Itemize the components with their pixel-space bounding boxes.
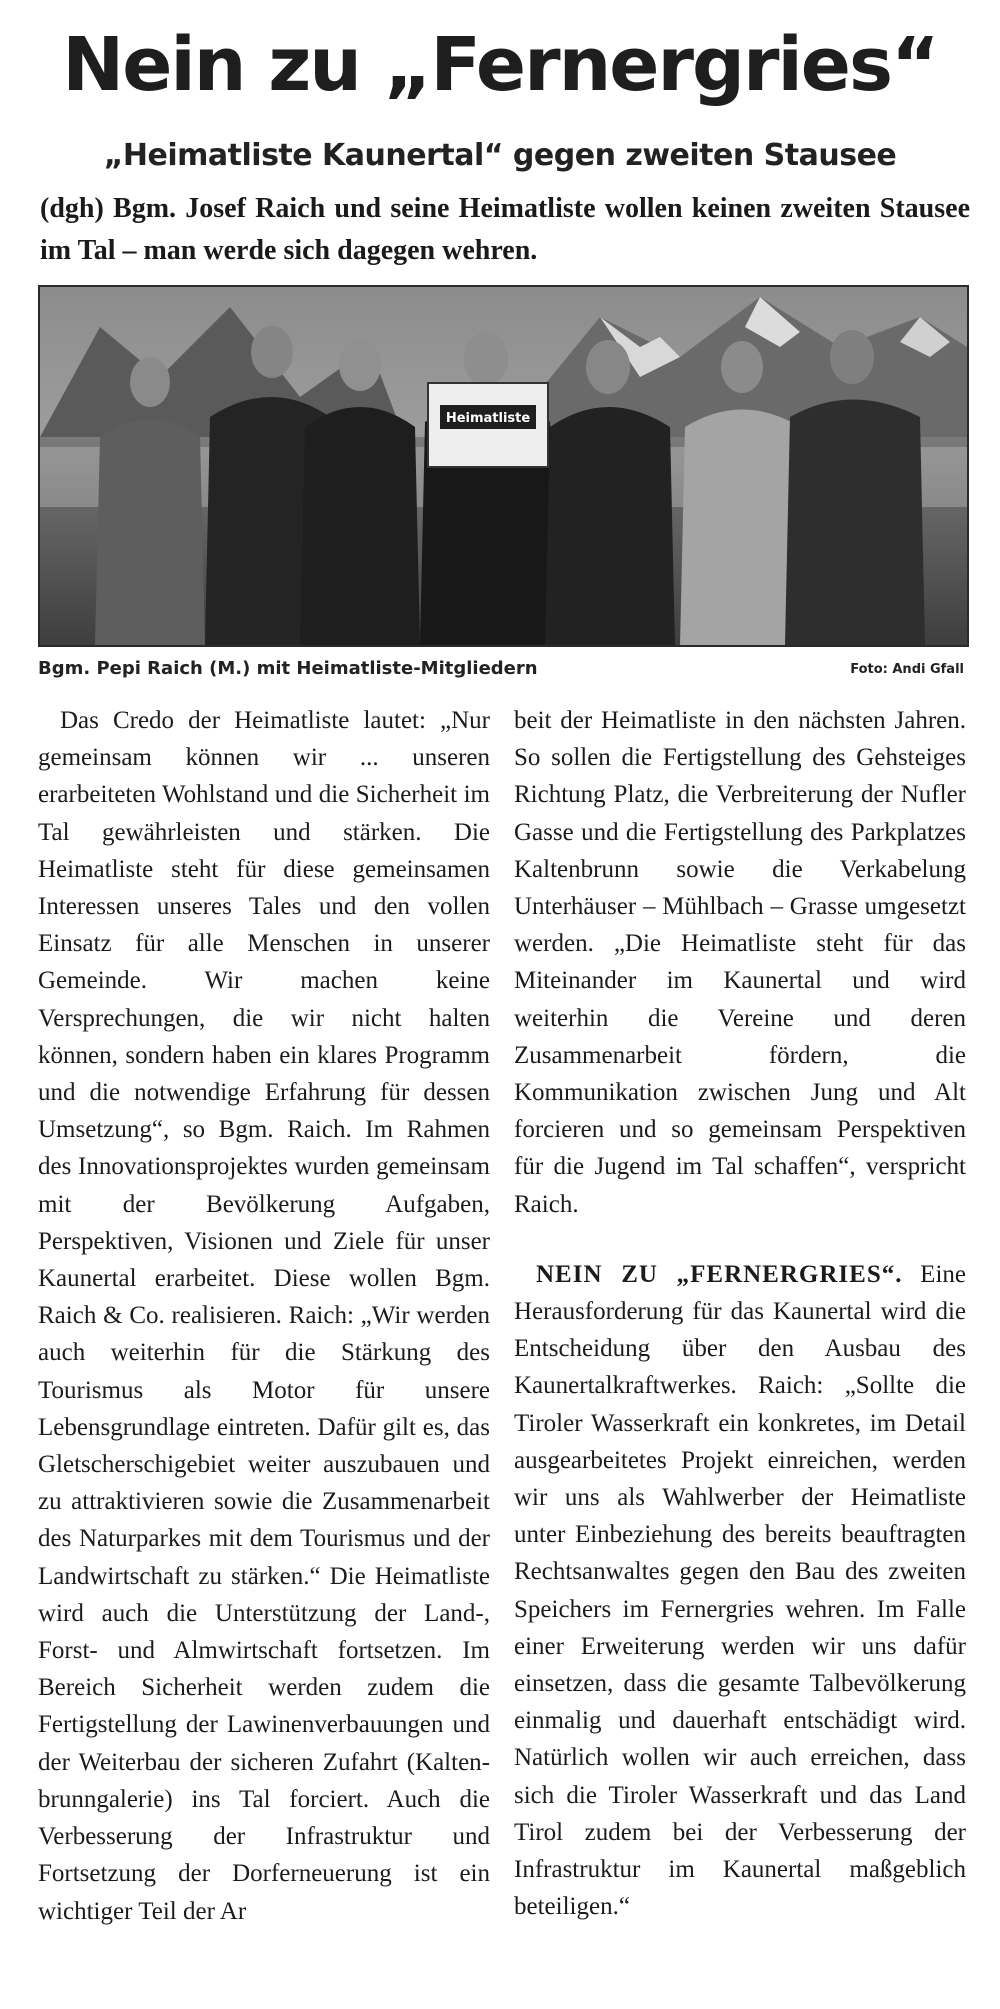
article-column-left	[38, 702, 490, 1930]
article-column-right	[514, 702, 966, 1926]
photo-caption: Bgm. Pepi Raich (M.) mit Heimatliste-Mitgliedern	[38, 658, 538, 679]
section-text: Eine Herausforderung für das Kaunertal wird die Entscheidung über den Ausbau des Kaunertalkraftwerkes. Raich: „Sollte die Tiroler Wasserkraft ein konkretes, im Detail ausgearbeitetes Projekt einreichen, werden wir uns als Wahlwerber der Heimatliste unter Einbeziehung des bereits beauftragten Rechtsanwaltes gegen den Bau des zweiten Speichers im Fernergries wehren. Im Falle einer Erweiterung werden wir uns dafür einsetzen, dass die gesamte Talbevölkerung einmalig und dauerhaft entschädigt wird. Natürlich wollen wir auch erreichen, dass sich die Tiroler Wasserkraft und das Land Tirol zudem bei der Verbesserung der Infrastruktur im Kaunertal maßgeblich beteiligen.“	[514, 1260, 966, 1921]
article-headline: Nein zu „Fernergries“	[62, 22, 938, 108]
sign-text: Heimatliste	[445, 411, 531, 426]
article-subheadline: „Heimatliste Kaunertal“ gegen zweiten Stausee	[103, 138, 897, 173]
group-photo	[38, 285, 969, 647]
photo-credit: Foto: Andi Gfall	[850, 662, 964, 677]
section-paragraph	[514, 1256, 966, 1926]
group-photo-illustration	[40, 287, 967, 645]
section-heading: NEIN ZU „FERNERGRIES“.	[536, 1260, 903, 1288]
column-right-paragraph: beit der Heimatliste in den nächsten Jahren. So sollen die Fertigstellung des Gehsteiges Richtung Platz, die Verbreiterung der Nufler Gasse und die Fertigstellung des Parkplatzes Kaltenbrunn sowie die Verkabelung Unterhäuser – Mühlbach – Grasse umgesetzt werden. „Die Heimatliste steht für das Miteinander im Kaunertal und wird weiterhin die Vereine und deren Zusammenarbeit fördern, die Kommunikation zwischen Jung und Alt forcieren und so gemeinsam Perspektiven für die Jugend im Tal schaffen“, verspricht Raich.	[514, 707, 966, 1218]
article-lead: (dgh) Bgm. Josef Raich und seine Heimatliste wollen keinen zweiten Stausee im Tal – man werde sich dagegen wehren.	[40, 193, 970, 266]
column-left-paragraph: Das Credo der Heimatliste lautet: „Nur gemeinsam können wir ... unseren erarbeiteten Wohlstand und die Sicherheit im Tal gewährleisten und stärken. Die Heimatliste steht für diese gemeinsamen Interessen unseres Tales und den vollen Einsatz für alle Menschen in unserer Gemeinde. Wir machen keine Versprechungen, die wir nicht halten können, sondern haben ein klares Programm und die notwendige Erfahrung für dessen Umsetzung“, so Bgm. Raich. Im Rahmen des Innovationsprojektes wurden gemeinsam mit der Bevölkerung Aufgaben, Perspektiven, Visionen und Ziele für unser Kaunertal erarbeitet. Diese wollen Bgm. Raich & Co. realisieren. Raich: „Wir werden auch weiterhin für die Stärkung des Tourismus als Motor für unsere Lebensgrundlage eintreten. Dafür gilt es, das Gletscherschigebiet weiter auszubauen und zu attraktivieren sowie die Zusammenarbeit des Naturparkes mit dem Tourismus und der Landwirtschaft zu stärken.“ Die Heimatliste wird auch die Unterstützung der Land-, Forst- und Almwirtschaft fortsetzen. Im Bereich Sicherheit werden zudem die Fertigstellung der Lawinenverbauungen und der Weiterbau der sicheren Zufahrt (Kaltenbrunngalerie) ins Tal forciert. Auch die Verbesserung der Infrastruktur und Fortsetzung der Dorferneuerung ist ein wichtiger Teil der Ar	[38, 707, 490, 1925]
